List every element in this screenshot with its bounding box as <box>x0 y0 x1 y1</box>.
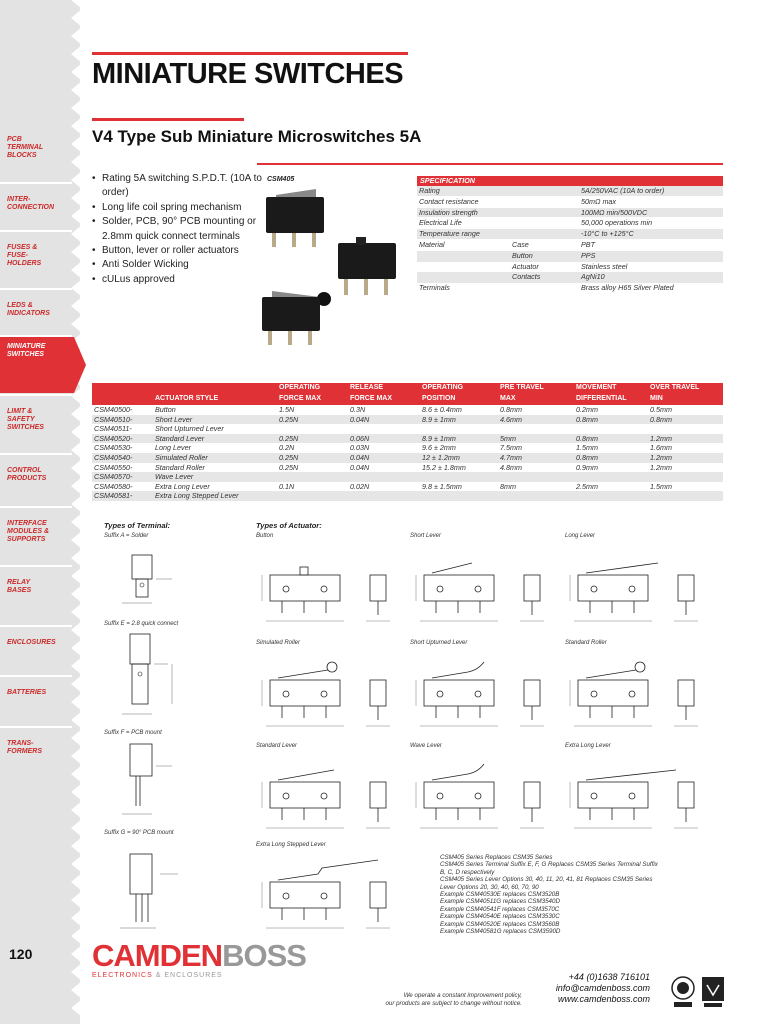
table-cell: Standard Roller <box>155 462 205 472</box>
table-cell: 4.8mm <box>500 462 522 472</box>
product-photo <box>258 185 408 360</box>
table-cell: 0.9mm <box>576 462 598 472</box>
table-cell: 0.1N <box>279 481 295 491</box>
terminal-drawing-quick-connect <box>112 630 192 722</box>
table-cell: CSM40530- <box>94 443 133 453</box>
column-header: ACTUATOR STYLE <box>155 395 219 402</box>
spec-value: 50,000 operations min <box>581 218 653 228</box>
table-cell: CSM40500- <box>94 405 133 414</box>
table-cell: 0.04N <box>350 462 370 472</box>
sidebar-item-label: SWITCHES <box>7 424 44 432</box>
sidebar-item-label: INTER- <box>7 196 31 203</box>
spec-value: PPS <box>581 250 596 260</box>
specification-table <box>417 176 723 294</box>
table-cell: 0.04N <box>350 452 370 462</box>
table-cell: 8.9 ± 1mm <box>422 433 456 443</box>
column-header: FORCE MAX <box>279 395 321 402</box>
actuator-drawing-long <box>566 545 716 631</box>
sidebar-item-label: SAFETY <box>7 416 35 424</box>
actuator-table-header <box>92 383 723 405</box>
actuator-label: Long Lever <box>565 533 596 539</box>
table-cell: 0.8mm <box>650 414 672 424</box>
table-cell: 2.5mm <box>576 481 598 491</box>
spec-row <box>417 283 723 294</box>
table-row <box>92 434 723 444</box>
sidebar-separator <box>0 565 72 567</box>
table-row <box>92 424 723 434</box>
sidebar-item[interactable] <box>0 238 72 294</box>
sidebar-item-label: PCB <box>7 136 22 143</box>
table-cell: 4.6mm <box>500 414 522 424</box>
table-cell: Standard Lever <box>155 433 205 443</box>
sidebar-item[interactable] <box>0 130 72 186</box>
sidebar-item-label: BLOCKS <box>7 152 37 160</box>
column-header: OPERATING <box>422 384 464 391</box>
table-cell: CSM40511- <box>94 424 132 434</box>
logo-subtext: ELECTRONICS <box>92 972 153 979</box>
terminal-label: Suffix F = PCB mount <box>104 730 162 736</box>
table-cell: 7.5mm <box>500 443 522 453</box>
table-cell: 1.6mm <box>650 443 672 453</box>
table-cell: 1.2mm <box>650 462 672 472</box>
table-cell: 0.8mm <box>576 433 598 443</box>
material-part: Actuator <box>512 261 539 271</box>
table-cell: Long Lever <box>155 443 191 453</box>
note-line: Example CSM40540E replaces CSM3530C <box>440 913 560 921</box>
table-cell: 0.8mm <box>576 452 598 462</box>
feature-item: • cULus approved <box>92 273 262 287</box>
table-cell: Simulated Roller <box>155 452 208 462</box>
table-cell: 1.2mm <box>650 452 672 462</box>
sidebar-item-label: CONNECTION <box>7 204 55 212</box>
spec-label: Contact resistance <box>419 196 479 206</box>
table-cell: Wave Lever <box>155 472 194 482</box>
table-cell: CSM40581- <box>94 491 133 501</box>
sidebar-item[interactable] <box>0 337 74 393</box>
note-line: Example CSM40511G replaces CSM3540D <box>440 898 560 906</box>
table-cell: CSM40580- <box>94 481 133 491</box>
photo-caption: CSM405 <box>267 176 295 183</box>
spec-value: Stainless steel <box>581 261 628 271</box>
sidebar-item[interactable] <box>0 734 72 790</box>
sidebar-separator <box>0 453 72 455</box>
column-header: MAX <box>500 395 516 402</box>
terminal-label: Suffix A = Solder <box>104 533 149 539</box>
spec-value: 100MΩ min/500VDC <box>581 207 648 217</box>
actuator-label: Extra Long Stepped Lever <box>256 842 326 848</box>
sidebar-separator <box>0 288 72 290</box>
sidebar-item[interactable] <box>0 514 72 570</box>
spec-label: Temperature range <box>419 229 480 239</box>
spec-value: 50mΩ max <box>581 196 617 206</box>
note-line: Example CSM40581G replaces CSM3590D <box>440 928 561 936</box>
material-part: Button <box>512 250 533 260</box>
table-cell: 12 ± 1.2mm <box>422 452 460 462</box>
table-cell: 0.8mm <box>500 405 522 414</box>
actuator-drawing-xlong <box>566 752 716 838</box>
table-cell: Extra Long Stepped Lever <box>155 491 239 501</box>
column-header: OVER TRAVEL <box>650 384 700 391</box>
spec-label: Electrical Life <box>419 218 462 228</box>
policy-line: our products are subject to change without notice. <box>385 1000 522 1007</box>
feature-list <box>92 172 262 287</box>
column-header: OPERATING <box>279 384 321 391</box>
table-row <box>92 472 723 482</box>
table-cell: 15.2 ± 1.8mm <box>422 462 466 472</box>
table-cell: 1.5mm <box>576 443 598 453</box>
sidebar-item-label: INDICATORS <box>7 310 50 318</box>
spec-value: 5A/250VAC (10A to order) <box>581 186 665 195</box>
note-line: CSM405 Series Lever Options 30, 40, 11, 20, 41, 81 Replaces CSM35 Series <box>440 876 653 884</box>
table-cell: 0.25N <box>279 414 299 424</box>
table-cell: 0.03N <box>350 443 370 453</box>
iso-certification-icon <box>670 975 696 1009</box>
table-cell: 0.2N <box>279 443 295 453</box>
note-line: Example CSM40520E replaces CSM3560B <box>440 920 560 928</box>
spec-row <box>417 197 723 208</box>
table-cell: 1.5N <box>279 405 295 414</box>
table-cell: 8mm <box>500 481 516 491</box>
table-cell: 1.2mm <box>650 433 672 443</box>
actuator-drawing-roller <box>566 650 716 736</box>
column-header: MOVEMENT <box>576 384 617 391</box>
note-line: Example CSM40530E replaces CSM3520B <box>440 891 560 899</box>
table-row <box>92 463 723 473</box>
actuator-label: Wave Lever <box>410 743 442 749</box>
note-line: CSM405 Series Terminal Suffix E, F, G Replaces CSM35 Series Terminal Suffix <box>440 861 658 869</box>
sidebar-item-label: LEDS & <box>7 302 33 309</box>
table-cell: 0.8mm <box>576 414 598 424</box>
sidebar-item-label: FUSES & <box>7 244 38 251</box>
spec-row <box>417 251 723 262</box>
actuator-drawing-stepped <box>258 852 408 938</box>
actuator-label: Button <box>256 533 274 539</box>
sidebar-item-label: TERMINAL <box>7 144 44 152</box>
spec-row <box>417 218 723 229</box>
sidebar-item-label: FORMERS <box>7 748 42 756</box>
spec-label: Terminals <box>419 283 450 293</box>
actuator-types-heading: Types of Actuator: <box>256 521 322 530</box>
specification-heading: SPECIFICATION <box>417 176 723 186</box>
table-cell: 0.06N <box>350 433 370 443</box>
actuator-label: Standard Lever <box>256 743 298 749</box>
sidebar-item-label: SUPPORTS <box>7 536 46 544</box>
table-row <box>92 443 723 453</box>
feature-item: • Anti Solder Wicking <box>92 258 262 272</box>
sidebar-separator <box>0 625 72 627</box>
column-header: MIN <box>650 395 663 402</box>
material-part: Contacts <box>512 272 541 282</box>
table-row <box>92 415 723 425</box>
website-link[interactable]: www.camdenboss.com <box>557 994 650 1005</box>
terminal-drawing-pcb <box>112 740 192 822</box>
actuator-label: Standard Roller <box>565 640 607 646</box>
table-cell: 0.25N <box>279 462 299 472</box>
sidebar-item-label: HOLDERS <box>7 260 42 268</box>
sidebar-separator <box>0 182 72 184</box>
table-cell: CSM40540- <box>94 452 133 462</box>
table-cell: 0.25N <box>279 452 299 462</box>
spec-value: PBT <box>581 239 595 249</box>
subtitle-rule <box>92 118 244 121</box>
note-line: Example CSM40541F replaces CSM3570C <box>440 905 560 913</box>
column-header: POSITION <box>422 395 456 402</box>
logo-text: CAMDEN <box>92 938 223 973</box>
spec-row <box>417 208 723 219</box>
table-cell: Extra Long Lever <box>155 481 210 491</box>
policy-line: We operate a constant improvement policy, <box>403 992 522 999</box>
sidebar-separator <box>0 230 72 232</box>
sidebar-separator <box>0 726 72 728</box>
spec-row <box>417 186 723 197</box>
sidebar-item-label: RELAY <box>7 579 31 586</box>
spec-value: AgNi10 <box>581 272 605 282</box>
material-part: Case <box>512 239 529 249</box>
actuator-label: Short Lever <box>410 533 442 539</box>
column-header: PRE TRAVEL <box>500 384 544 391</box>
phone-number: +44 (0)1638 716101 <box>568 972 650 982</box>
table-cell: 1.5mm <box>650 481 672 491</box>
email-link[interactable]: info@camdenboss.com <box>555 983 650 994</box>
actuator-table <box>92 383 723 501</box>
sidebar-separator <box>0 675 72 677</box>
spec-row <box>417 229 723 240</box>
table-cell: 0.25N <box>279 433 299 443</box>
actuator-drawing-button <box>258 545 408 631</box>
sidebar-item-label: INTERFACE <box>7 520 47 527</box>
table-cell: 4.7mm <box>500 452 522 462</box>
sidebar-item-label: PRODUCTS <box>7 475 47 483</box>
contact-block <box>540 972 650 1006</box>
terminal-drawing-solder <box>112 545 182 615</box>
sidebar-item[interactable] <box>0 461 72 517</box>
ukas-certification-icon <box>700 975 726 1009</box>
terminal-label: Suffix G = 90° PCB mount <box>104 830 174 836</box>
table-row <box>92 482 723 492</box>
feature-item: • Rating 5A switching S.P.D.T. (10A to order) <box>92 172 262 201</box>
table-cell: Button <box>155 405 176 414</box>
terminal-drawing-90-pcb <box>112 840 192 932</box>
sidebar-item-label: ENCLOSURES <box>7 639 56 646</box>
page-title: MINIATURE SWITCHES <box>92 58 404 90</box>
title-rule <box>92 52 408 55</box>
feature-item: • Button, lever or roller actuators <box>92 244 262 258</box>
terminal-label: Suffix E = 2.8 quick connect <box>104 621 179 627</box>
sidebar-item-label: CONTROL <box>7 467 42 474</box>
sidebar-item-label: MINIATURE <box>7 343 46 350</box>
sidebar-item-label: FUSE- <box>7 252 28 260</box>
page-number: 120 <box>9 946 33 962</box>
spec-label: Insulation strength <box>419 207 478 217</box>
spec-value: -10°C to +125°C <box>581 229 634 239</box>
spec-row <box>417 240 723 251</box>
sidebar-separator <box>0 506 72 508</box>
logo-subtext: & ENCLOSURES <box>152 972 223 979</box>
table-cell: 0.3N <box>350 405 366 414</box>
camdenboss-logo <box>92 940 306 979</box>
column-header: FORCE MAX <box>350 395 392 402</box>
sidebar-item-label: TRANS- <box>7 740 34 747</box>
actuator-label: Extra Long Lever <box>565 743 611 749</box>
table-cell: 9.6 ± 2mm <box>422 443 456 453</box>
sidebar-item-label: BASES <box>7 587 32 595</box>
feature-item: • Long life coil spring mechanism <box>92 201 262 215</box>
table-cell: CSM40570- <box>94 472 133 482</box>
actuator-drawing-upturned <box>412 650 562 736</box>
sidebar-item[interactable] <box>0 683 72 739</box>
product-title: V4 Type Sub Miniature Microswitches 5A <box>92 127 422 146</box>
column-header: RELEASE <box>350 384 384 391</box>
table-cell: CSM40510- <box>94 414 133 424</box>
table-row <box>92 453 723 463</box>
table-cell: 8.6 ± 0.4mm <box>422 405 462 414</box>
table-cell: 5mm <box>500 433 516 443</box>
spec-label: Material <box>419 239 445 249</box>
actuator-label: Short Upturned Lever <box>410 640 468 646</box>
spec-value: Brass alloy H65 Silver Plated <box>581 283 674 293</box>
section-rule <box>257 163 723 165</box>
logo-text: BOSS <box>222 938 306 973</box>
table-cell: 0.5mm <box>650 405 672 414</box>
sidebar-item-label: LIMIT & <box>7 408 33 415</box>
table-cell: Short Lever <box>155 414 193 424</box>
table-cell: 8.9 ± 1mm <box>422 414 456 424</box>
table-cell: Short Upturned Lever <box>155 424 224 434</box>
terminal-types-heading: Types of Terminal: <box>104 521 171 530</box>
sidebar-item-label: SWITCHES <box>7 351 44 359</box>
sidebar-item[interactable] <box>0 633 72 689</box>
actuator-label: Simulated Roller <box>256 640 301 646</box>
spec-row <box>417 272 723 283</box>
feature-item: • Solder, PCB, 90° PCB mounting or 2.8mm quick connect terminals <box>92 215 262 244</box>
spec-label: Rating <box>419 186 440 195</box>
table-row <box>92 405 723 415</box>
table-cell: 0.04N <box>350 414 370 424</box>
table-cell: 0.02N <box>350 481 370 491</box>
sidebar-item[interactable] <box>0 573 72 629</box>
actuator-drawing-simroller <box>258 650 408 736</box>
sidebar-separator <box>0 335 72 337</box>
actuator-drawing-short <box>412 545 562 631</box>
sidebar-item-label: BATTERIES <box>7 689 47 696</box>
actuator-drawing-standard <box>258 752 408 838</box>
sidebar-item-label: MODULES & <box>7 528 49 536</box>
table-row <box>92 491 723 501</box>
note-line: CSM405 Series Replaces CSM35 Series <box>440 854 553 861</box>
sidebar-separator <box>0 394 72 396</box>
column-header: DIFFERENTIAL <box>576 395 627 402</box>
table-cell: CSM40550- <box>94 462 133 472</box>
table-cell: 9.8 ± 1.5mm <box>422 481 462 491</box>
replacement-notes <box>440 854 690 935</box>
note-line: B, C, D respectively <box>440 868 495 876</box>
spec-row <box>417 262 723 273</box>
sidebar-item[interactable] <box>0 402 72 458</box>
table-cell: 0.2mm <box>576 405 598 414</box>
note-line: Lever Options 20, 30, 40, 60, 70, 90 <box>440 883 539 891</box>
policy-note <box>360 992 522 1008</box>
actuator-drawing-wave <box>412 752 562 838</box>
table-cell: CSM40520- <box>94 433 133 443</box>
